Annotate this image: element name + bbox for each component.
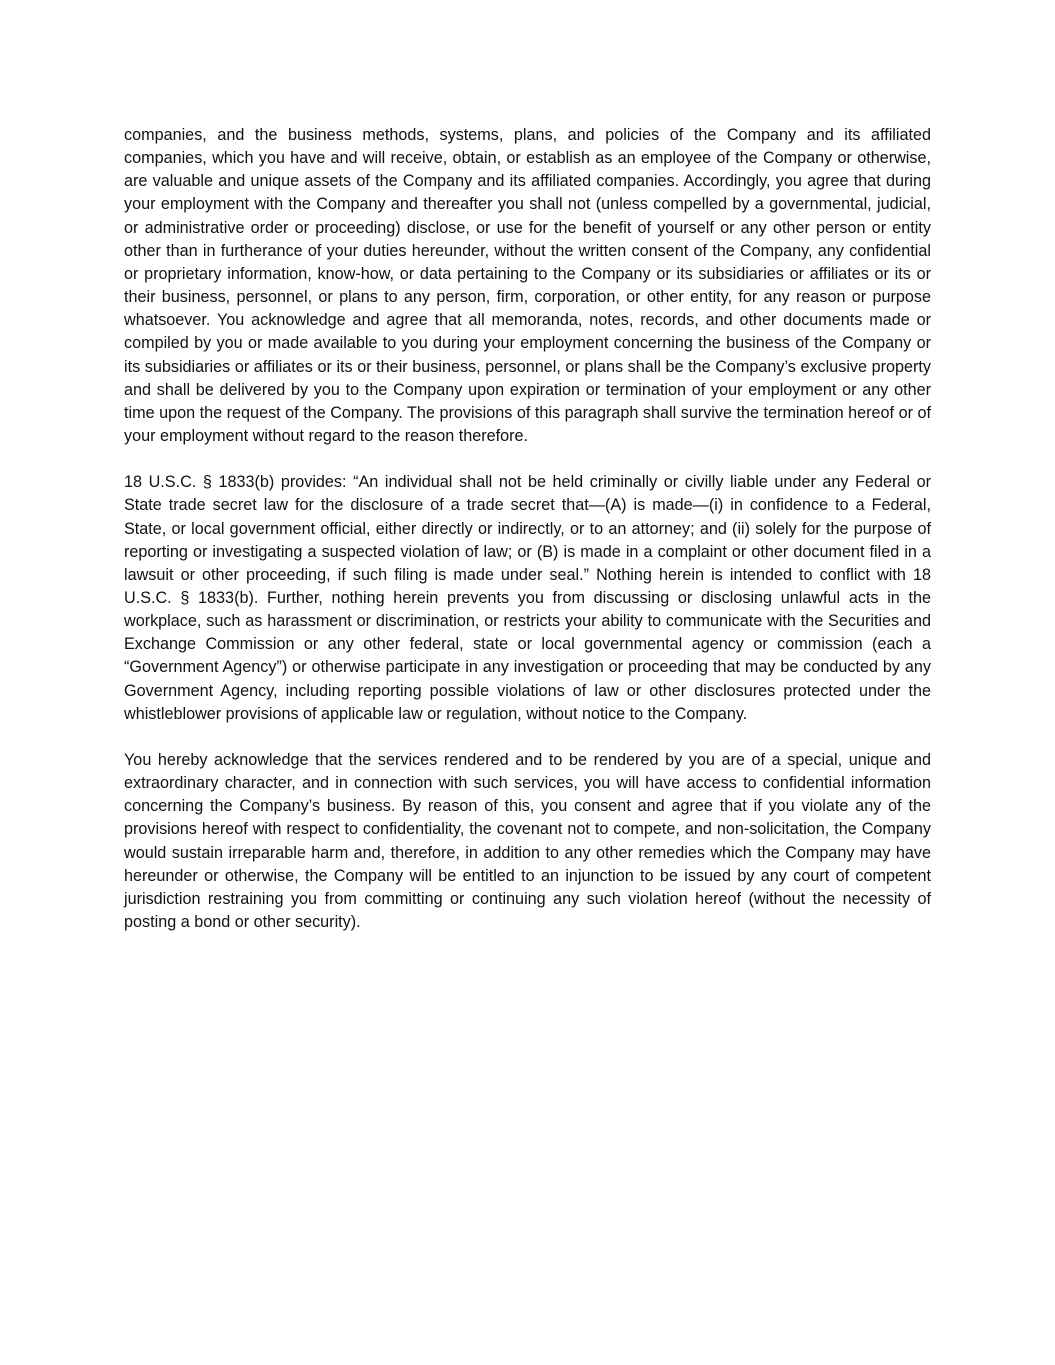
confidentiality-paragraph: companies, and the business methods, systems, plans, and policies of the Company and its affiliated companies, which you have and will receive, obtain, or establish as an employee of the Company or otherwise, are valuable and unique assets of the Company and its affiliated companies. Accordingly, you agree that during your employment with the Company and thereafter you shall not (unless compelled by a governmental, judicial, or administrative order or proceeding) disclose, or use for the benefit of yourself or any other person or entity other than in furtherance of your duties hereunder, without the written consent of the Company, any confidential or proprietary information, know-how, or data pertaining to the Company or its subsidiaries or affiliates or its or their business, personnel, or plans to any person, firm, corporation, or other entity, for any reason or purpose whatsoever. You acknowledge and agree that all memoranda, notes, records, and other documents made or compiled by you or made available to you during your employment concerning the business of the Company or its subsidiaries or affiliates or its or their business, personnel, or plans shall be the Company’s exclusive property and shall be delivered by you to the Company upon expiration or termination of your employment or any other time upon the request of the Company. The provisions of this paragraph shall survive the termination hereof or of your employment without regard to the reason therefore. — [124, 126, 931, 446]
injunction-paragraph: You hereby acknowledge that the services rendered and to be rendered by you are of a special, unique and extraordinary character, and in connection with such services, you will have access to confidential information concerning the Company’s business. By reason of this, you consent and agree that if you violate any of the provisions hereof with respect to confidentiality, the covenant not to compete, and non-solicitation, the Company would sustain irreparable harm and, therefore, in addition to any other remedies which the Company may have hereunder or otherwise, the Company will be entitled to an injunction to be issued by any court of competent jurisdiction restraining you from committing or continuing any such violation hereof (without the necessity of posting a bond or other security). — [124, 750, 931, 931]
trade-secret-paragraph: 18 U.S.C. § 1833(b) provides: “An individual shall not be held criminally or civilly liable under any Federal or State trade secret law for the disclosure of a trade secret that—(A) is made—(i) in confidence to a Federal, State, or local government official, either directly or indirectly, or to an attorney; and (ii) solely for the purpose of reporting or investigating a suspected violation of law; or (B) is made in a complaint or other document filed in a lawsuit or other proceeding, if such filing is made under seal.” Nothing herein is intended to conflict with 18 U.S.C. § 1833(b). Further, nothing herein prevents you from discussing or disclosing unlawful acts in the workplace, such as harassment or discrimination, or restricts your ability to communicate with the Securities and Exchange Commission or any other federal, state or local governmental agency or commission (each a “Government Agency”) or otherwise participate in any investigation or proceeding that may be conducted by any Government Agency, including reporting possible violations of law or other disclosures protected under the whistleblower provisions of applicable law or regulation, without notice to the Company. — [124, 473, 931, 723]
document-page — [124, 124, 931, 957]
